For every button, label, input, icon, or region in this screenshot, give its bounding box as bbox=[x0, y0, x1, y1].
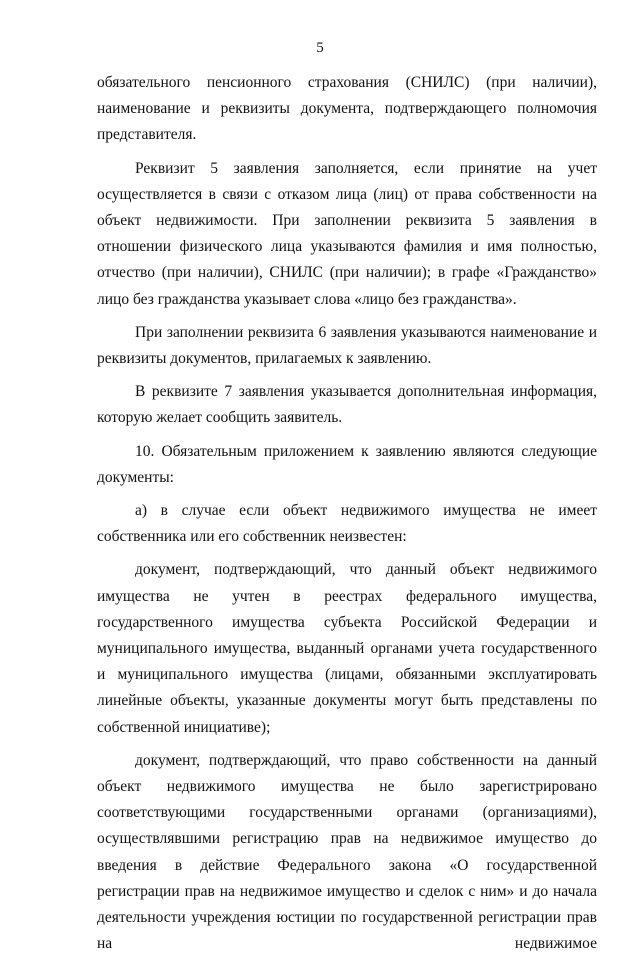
paragraph-requisite-6: При заполнении реквизита 6 заявления указываются наименование и реквизиты документов, прилагаемых к заявлению. bbox=[97, 323, 597, 368]
paragraph-requisite-5: Реквизит 5 заявления заполняется, если принятие на учет осуществляется в связи с отказом лица (лиц) от права собственности на объект недвижимости. При заполнении реквизита 5 заявления в отношении физического лица указываются фамилия и имя полностью, отчество (при наличии), СНИЛС (при наличии); в графе «Гражданство» лицо без гражданства указывает слова «лицо без гражданства». bbox=[97, 159, 597, 308]
paragraph-requisite-7: В реквизите 7 заявления указывается дополнительная информация, которую желает сообщить заявитель. bbox=[97, 383, 597, 427]
paragraph-snils-continuation: обязательного пенсионного страхования (СНИЛС) (при наличии), наименование и реквизиты документа, подтверждающего полномочия представителя. bbox=[97, 74, 597, 144]
document-body bbox=[97, 70, 597, 958]
paragraph-document-ownership-not-registered: документ, подтверждающий, что право собственности на данный объект недвижимого имущества не было зарегистрировано соответствующими государственными органами (организациями), осуществлявшими регистрацию прав на недвижимое имущество до введения в действие Федерального закона «О государственной регистрации прав на недвижимое имущество и сделок с ним» и до начала деятельности учреждения юстиции по государственной регистрации прав на недвижимое bbox=[97, 751, 597, 953]
paragraph-item-10: 10. Обязательным приложением к заявлению являются следующие документы: bbox=[97, 442, 597, 486]
paragraph-document-not-registered-in-registries: документ, подтверждающий, что данный объект недвижимого имущества не учтен в реестрах федерального имущества, государственного имущества субъекта Российской Федерации и муниципального имущества, выданный органами учета государственного и муниципального имущества (лицами, обязанными эксплуатировать линейные объекты, указанные документы могут быть представлены по собственной инициативе); bbox=[97, 561, 597, 736]
page-number: 5 bbox=[316, 40, 324, 56]
paragraph-subitem-a: а) в случае если объект недвижимого имущества не имеет собственника или его собственник неизвестен: bbox=[97, 502, 597, 546]
